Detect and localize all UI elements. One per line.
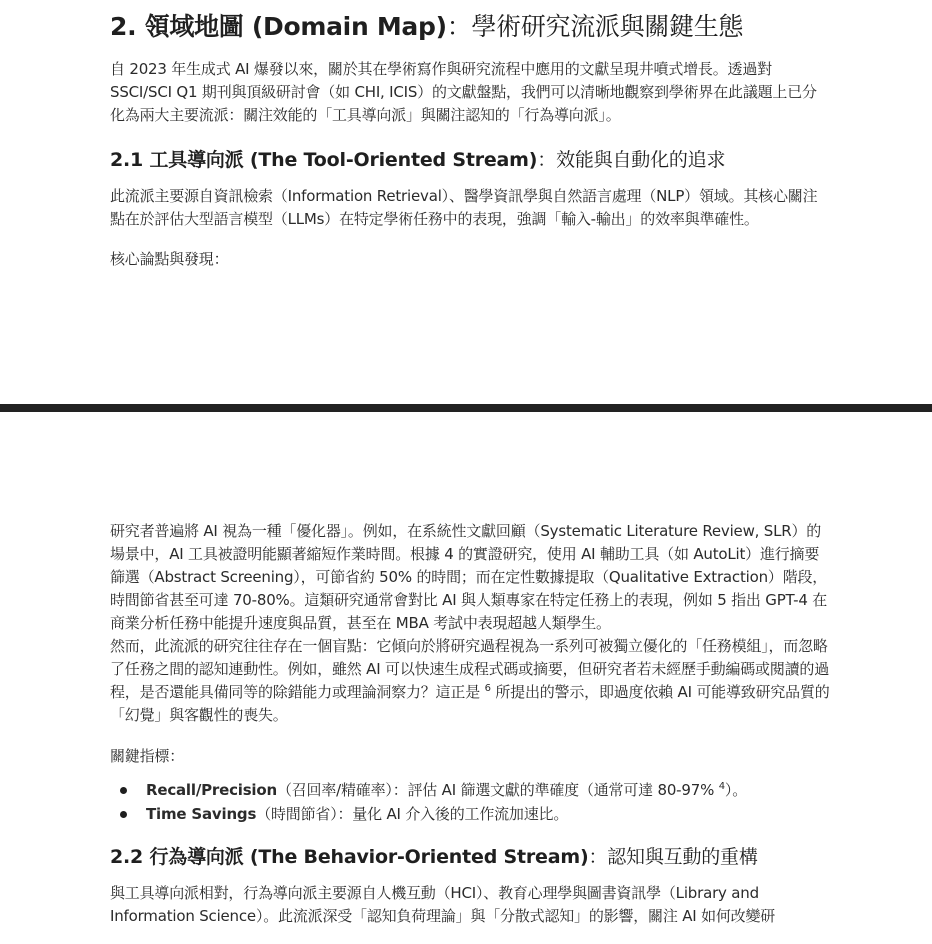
section-2-1-heading-bold: 2.1 工具導向派 (The Tool-Oriented Stream) bbox=[110, 149, 538, 171]
metric-term: Time Savings bbox=[146, 805, 257, 823]
metric-desc: （召回率/精確率）：評估 AI 篩選文獻的準確度（通常可達 80-97% bbox=[276, 781, 715, 799]
section-2-2-heading-bold: 2.2 行為導向派 (The Behavior-Oriented Stream) bbox=[110, 846, 589, 868]
section-2-1-heading bbox=[110, 147, 830, 173]
metric-term: Recall/Precision bbox=[146, 781, 277, 799]
section-2-2-heading-rest: ：認知與互動的重構 bbox=[588, 846, 758, 868]
section-2-heading-rest: ：學術研究流派與關鍵生態 bbox=[446, 12, 744, 41]
page-break-divider bbox=[0, 404, 932, 412]
section-2-intro: 自 2023 年生成式 AI 爆發以來，關於其在學術寫作與研究流程中應用的文獻呈現井噴式增長。透過對 SSCI/SCI Q1 期刊與頂級研討會（如 CHI, ICIS）的文獻盤點，我們可以清晰地觀察到學術界在此議題上已分化為兩大主要流派：關注效能的「工具導向派」與關注認知的「行為導向派」。 bbox=[110, 60, 817, 124]
section-2-2-heading bbox=[110, 844, 830, 870]
list-item bbox=[110, 778, 830, 802]
key-metrics-label: 關鍵指標： bbox=[110, 747, 185, 765]
citation-ref: 6 bbox=[484, 683, 491, 694]
document-page-bottom bbox=[110, 520, 830, 928]
section-2-heading bbox=[110, 10, 830, 44]
behavior-stream-description: 與工具導向派相對，行為導向派主要源自人機互動（HCI）、教育心理學與圖書資訊學（Library and Information Science）。此流派深受「認知負荷理論」與「分散式認知」的影響，關注 AI 如何改變研 bbox=[110, 884, 776, 925]
key-metrics-list bbox=[110, 778, 830, 826]
citation-ref: 4 bbox=[718, 781, 725, 792]
blind-spot-text-a: 然而，此流派的研究往往存在一個盲點：它傾向於將研究過程視為一系列可被獨立優化的「任務模組」，而忽略了任務之間的認知連動性。例如，雖然 AI 可以快速生成程式碼或摘要，但研究者若未經歷手動編碼或閱讀的過程，是否還能具備同等的除錯能力或理論洞察力？這正是 bbox=[110, 637, 830, 701]
tool-stream-description: 此流派主要源自資訊檢索（Information Retrieval）、醫學資訊學與自然語言處理（NLP）領域。其核心關注點在於評估大型語言模型（LLMs）在特定學術任務中的表現，強調「輸入-輸出」的效率與準確性。 bbox=[110, 187, 818, 228]
core-findings-label: 核心論點與發現： bbox=[110, 250, 229, 268]
blind-spot-paragraph bbox=[110, 635, 830, 727]
document-page-top bbox=[110, 0, 830, 271]
metric-desc: （時間節省）：量化 AI 介入後的工作流加速比。 bbox=[256, 805, 569, 823]
list-item bbox=[110, 802, 830, 826]
optimizer-paragraph: 研究者普遍將 AI 視為一種「優化器」。例如，在系統性文獻回顧（Systematic Literature Review, SLR）的場景中，AI 工具被證明能顯著縮短作業時間。根據 4 的實證研究，使用 AI 輔助工具（如 AutoLit）進行摘要篩選（Abstract Screening），可節省約 50% 的時間；而在定性數據提取（Qualitative Extraction）階段，時間節省甚至可達 70-80%。這類研究通常會對比 AI 與人類專家在特定任務上的表現，例如 5 指出 GPT-4 在商業分析任務中能提升速度與品質，甚至在 MBA 考試中表現超越人類學生。 bbox=[110, 522, 828, 632]
section-2-1-heading-rest: ：效能與自動化的追求 bbox=[537, 149, 726, 171]
section-2-heading-bold: 2. 領域地圖 (Domain Map) bbox=[110, 12, 447, 41]
blind-spot-text-b: 所提出的警示，即過度依賴 AI 可能導致研究品質的「幻覺」與客觀性的喪失。 bbox=[110, 683, 830, 724]
metric-desc-end: ）。 bbox=[724, 781, 747, 799]
